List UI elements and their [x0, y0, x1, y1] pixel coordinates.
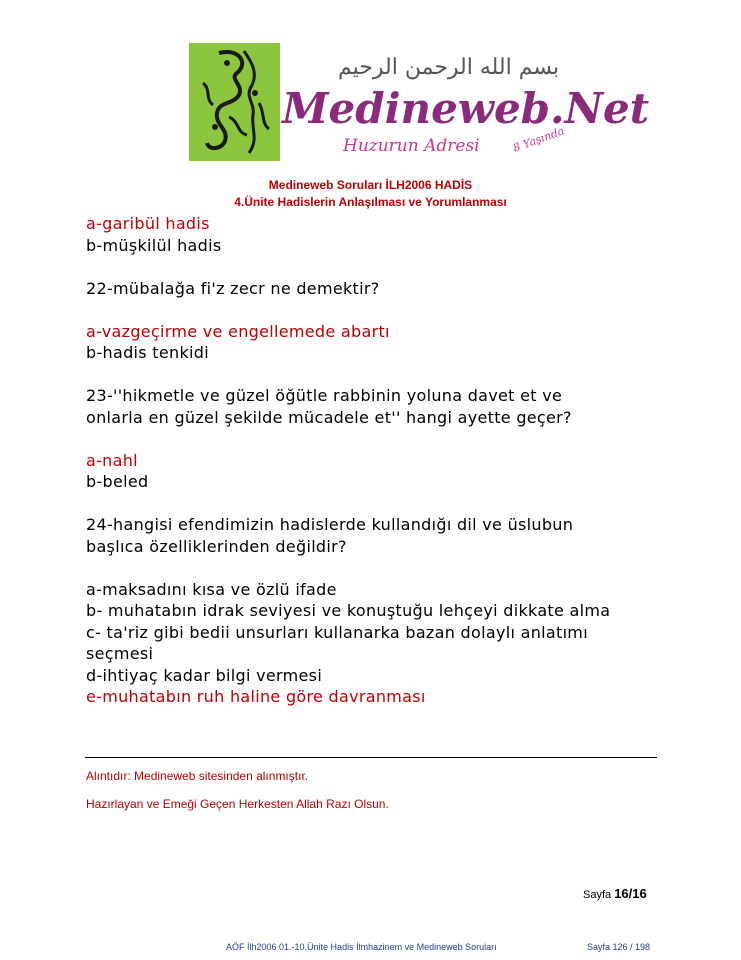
thanks-note: Hazırlayan ve Emeği Geçen Herkesten Allah Razı Olsun.	[86, 797, 389, 811]
brand-tagline: Huzurun Adresi	[343, 136, 480, 156]
text-line: seçmesi	[86, 644, 154, 663]
text-line: a-maksadını kısa ve özlü ifade	[86, 579, 337, 599]
correct-answer-line: a-garibül hadis	[86, 214, 210, 233]
blank-line	[86, 557, 686, 579]
text-line: 22-mübalağa fi'z zecr ne demektir?	[86, 278, 380, 298]
document-subtitle: 4.Ünite Hadislerin Anlaşılması ve Yorumlanması	[234, 195, 507, 209]
page-current: 16	[614, 886, 629, 901]
text-line: başlıca özelliklerinden değildir?	[86, 536, 347, 556]
text-line: b-müşkilül hadis	[86, 235, 222, 255]
correct-answer-line: e-muhatabın ruh haline göre davranması	[86, 687, 426, 706]
document-footer-title: AÖF İlh2006 01.-10.Ünite Hadis İlmhazinem ve Medineweb Soruları	[226, 942, 497, 952]
text-line: b-hadis tenkidi	[86, 343, 209, 362]
page-number	[583, 886, 647, 901]
calligraphy-icon	[189, 43, 280, 161]
document-title: Medineweb Soruları İLH2006 HADİS	[268, 178, 473, 192]
age-badge: 8 Yaşında	[511, 124, 566, 155]
blank-line	[86, 428, 686, 450]
source-note: Alıntıdır: Medineweb sitesinden alınmıştır.	[86, 769, 309, 783]
page-separator: /	[628, 886, 633, 901]
text-line: b-beled	[86, 472, 149, 491]
bismillah-text: بسم الله الرحمن الرحيم	[338, 55, 560, 80]
text-line: 24-hangisi efendimizin hadislerde kullandığı dil ve üslubun	[86, 515, 574, 534]
text-line: d-ihtiyaç kadar bilgi vermesi	[86, 665, 323, 685]
page-label: Sayfa	[583, 889, 612, 901]
brand-name: Medineweb.Net	[282, 84, 650, 133]
document-footer-page: Sayfa 126 / 198	[587, 942, 651, 952]
footer-divider	[85, 757, 657, 758]
page-total: 16	[632, 886, 647, 901]
text-line: 23-''hikmetle ve güzel öğütle rabbinin yoluna davet et ve	[86, 386, 563, 405]
text-line: b- muhatabın idrak seviyesi ve konuştuğu lehçeyi dikkate alma	[86, 601, 611, 620]
blank-line	[86, 299, 686, 321]
correct-answer-line: a-vazgeçirme ve engellemede abartı	[86, 321, 390, 341]
correct-answer-line: a-nahl	[86, 450, 138, 470]
text-line: c- ta'riz gibi bedii unsurları kullanarka bazan dolaylı anlatımı	[86, 622, 588, 642]
question-body	[86, 213, 686, 708]
text-line: onlarla en güzel şekilde mücadele et'' hangi ayette geçer?	[86, 407, 572, 427]
calligraphy-logo	[189, 43, 280, 161]
blank-line	[86, 364, 686, 386]
blank-line	[86, 256, 686, 278]
blank-line	[86, 493, 686, 515]
